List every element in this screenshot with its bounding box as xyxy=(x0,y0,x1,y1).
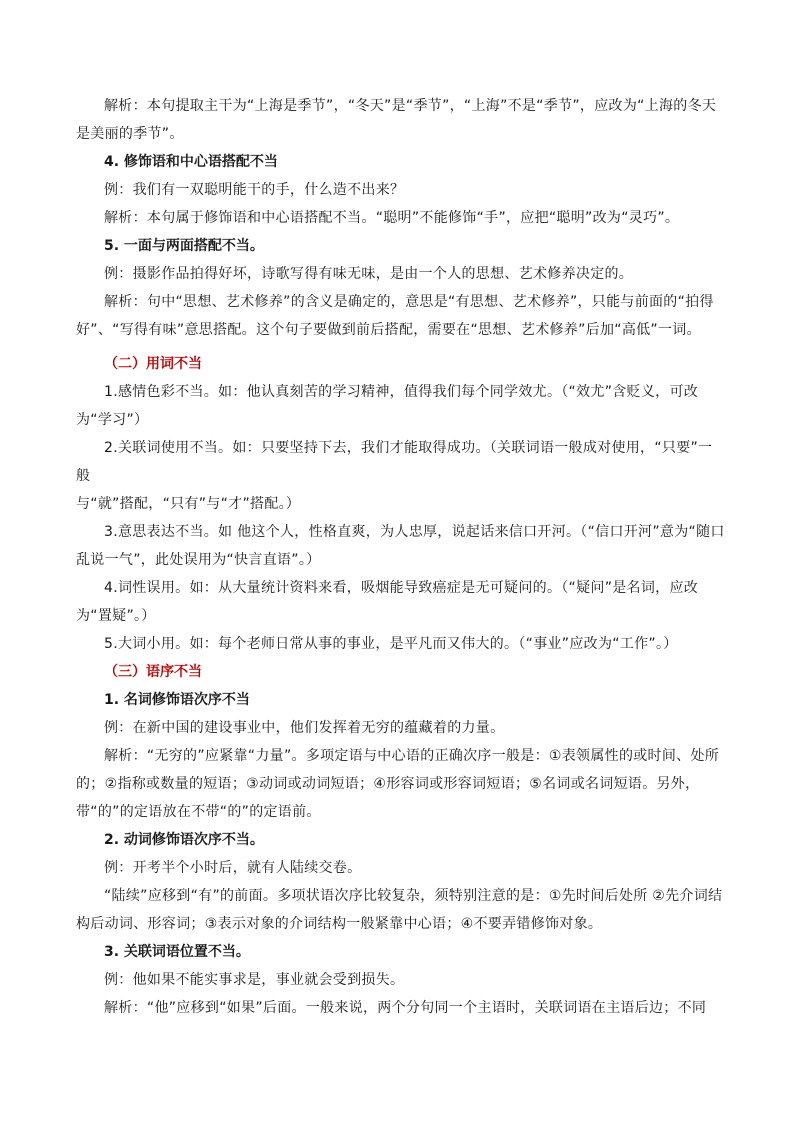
paragraph-emotional-color: 1.感情色彩不当。如：他认真刻苦的学习精神，值得我们每个同学效尤。（“效尤”含贬义，可改为“学习”） xyxy=(76,384,699,428)
paragraph-analysis-hands: 解析：本句属于修饰语和中心语搭配不当。“聪明”不能修饰“手”，应把“聪明”改为“灵巧”。 xyxy=(104,210,680,226)
paragraph-example-career: 例：他如果不能实事求是，事业就会受到损失。 xyxy=(104,972,405,988)
paragraph-meaning-misuse: 3.意思表达不当。如 他这个人，性格直爽，为人忠厚，说起话来信口开河。（“信口开河”意为“随口乱说一气”，此处误用为“快言直语”。） xyxy=(76,524,725,568)
heading-conjunction-position: 3. 关联词语位置不当。 xyxy=(104,944,250,960)
paragraph-analysis-career: 解析：“他”应移到“如果”后面。一般来说，两个分句同一个主语时，关联词语在主语后边；不同 xyxy=(104,1000,707,1016)
paragraph-example-hands: 例：我们有一双聪明能干的手，什么造不出来？ xyxy=(104,182,405,198)
heading-verb-modifier-order: 2. 动词修饰语次序不当。 xyxy=(104,832,264,848)
section-heading-word-order: （三）语序不当 xyxy=(104,664,202,680)
paragraph-analysis-exam: “陆续”应移到“有”的前面。多项状语次序比较复杂，须特别注意的是：①先时间后处所 ②先介词结构后动词、形容词；③表示对象的介词结构一般紧靠中心语；④不要弄错修饰对象。 xyxy=(76,888,723,932)
paragraph-analysis-power: 解析：“无穷的”应紧靠“力量”。多项定语与中心语的正确次序一般是：①表领属性的或时间、处所的；②指称或数量的短语；③动词或动词短语；④形容词或形容词短语；⑤名词或名词短语。另外，带“的”的定语放在不带“的”的定语前。 xyxy=(76,748,720,820)
paragraph-analysis-shanghai: 解析：本句提取主干为“上海是季节”，“冬天”是“季节”，“上海”不是“季节”，应改为“上海的冬天是美丽的季节”。 xyxy=(76,98,717,142)
section-heading-word-misuse: （二）用词不当 xyxy=(104,356,202,372)
heading-modifier-mismatch: 4. 修饰语和中心语搭配不当 xyxy=(104,154,278,170)
heading-noun-modifier-order: 1. 名词修饰语次序不当 xyxy=(104,692,250,708)
paragraph-conjunction-misuse: 2.关联词使用不当。如：只要坚持下去，我们才能取得成功。（关联词语一般成对使用，“只要”一般 xyxy=(76,440,713,484)
heading-one-two-sides: 5. 一面与两面搭配不当。 xyxy=(104,238,264,254)
paragraph-example-exam: 例：开考半个小时后，就有人陆续交卷。 xyxy=(104,860,362,876)
paragraph-big-word-small-use: 5.大词小用。如：每个老师日常从事的事业，是平凡而又伟大的。（“事业”应改为“工作”。） xyxy=(104,636,678,652)
paragraph-example-photography: 例：摄影作品拍得好坏，诗歌写得有味无味，是由一个人的思想、艺术修养决定的。 xyxy=(104,266,634,282)
paragraph-conjunction-continued: 与“就”搭配，“只有”与“才”搭配。） xyxy=(76,496,301,512)
document-body xyxy=(76,92,726,1022)
paragraph-part-of-speech: 4.词性误用。如：从大量统计资料来看，吸烟能导致癌症是无可疑问的。（“疑问”是名词，应改为“置疑”。） xyxy=(76,580,699,624)
paragraph-example-power: 例：在新中国的建设事业中，他们发挥着无穷的蕴藏着的力量。 xyxy=(104,720,505,736)
paragraph-analysis-photography: 解析：句中“思想、艺术修养”的含义是确定的，意思是“有思想、艺术修养”，只能与前面的“拍得好”、“写得有味”意思搭配。这个句子要做到前后搭配，需要在“思想、艺术修养”后加“高低”一词。 xyxy=(76,294,714,338)
